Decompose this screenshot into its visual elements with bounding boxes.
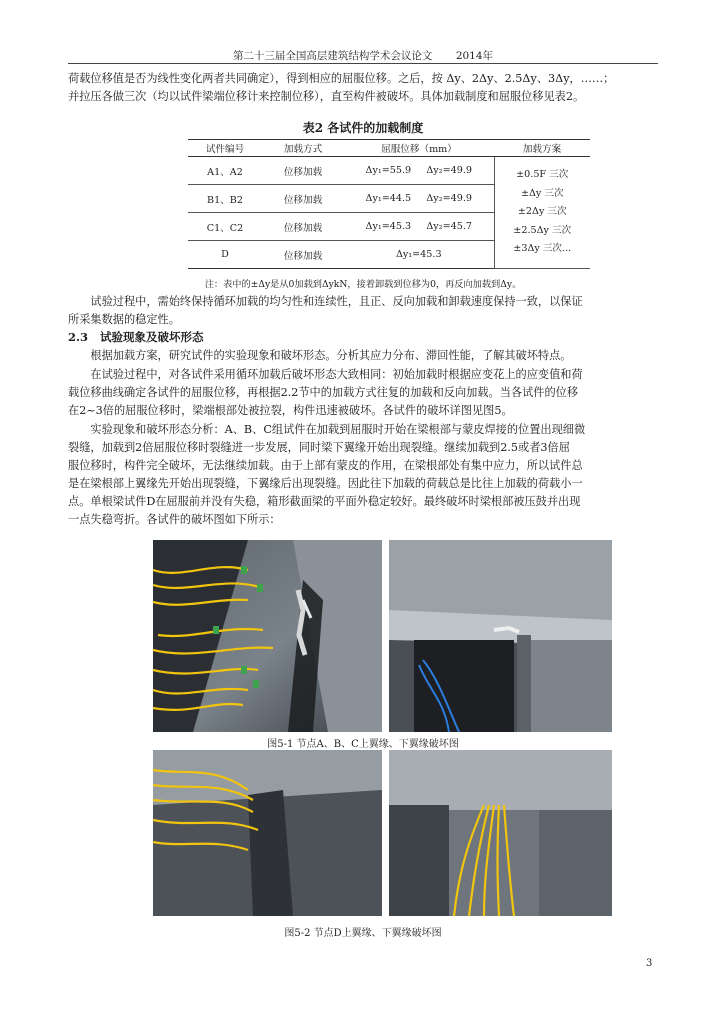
paragraph-line: 一点失稳弯折。各试件的破坏图如下所示： xyxy=(68,513,281,526)
table-header: 加载方式 xyxy=(262,140,344,157)
table-header: 屈服位移（mm） xyxy=(344,140,494,157)
table-title: 表2 各试件的加载制度 xyxy=(302,121,424,135)
running-header xyxy=(68,48,658,63)
yield-value-2: Δy₂=49.9 xyxy=(426,165,472,176)
yield-value-2: Δy₂=49.9 xyxy=(426,193,472,204)
header-rule xyxy=(68,63,658,64)
table-header: 试件编号 xyxy=(188,140,262,157)
photo-lower-flange-d xyxy=(389,750,612,916)
cell-load-method: 位移加载 xyxy=(262,241,344,269)
cell-load-method: 位移加载 xyxy=(262,157,344,185)
table-row xyxy=(188,157,590,185)
photo-upper-flange-d xyxy=(153,750,382,916)
loading-table xyxy=(188,139,590,269)
paragraph-line: 载位移曲线确定各试件的屈服位移，再根据2.2节中的加载方式往复的加载和反向加载。当各试件的位移 xyxy=(68,386,579,399)
cell-load-scheme xyxy=(494,157,590,269)
cell-load-method: 位移加载 xyxy=(262,213,344,241)
scheme-step: ±2Δy 三次 xyxy=(517,206,567,218)
header-year: 2014年 xyxy=(455,50,494,62)
scheme-step: ±0.5F 三次 xyxy=(516,169,569,181)
figure-caption: 图5-2 节点D上翼缘、下翼缘破坏图 xyxy=(284,928,442,939)
paragraph-line: 点。单根梁试件D在屈服前并没有失稳，箱形截面梁的平面外稳定较好。最终破坏时梁根部被压鼓并出现 xyxy=(68,495,581,508)
yield-value-1: Δy₁=45.3 xyxy=(365,221,412,232)
cell-yield-displacement xyxy=(344,157,494,185)
section-number: 2.3 xyxy=(68,330,89,344)
paragraph-line: 服位移时，构件完全破坏，无法继续加载。由于上部有蒙皮的作用，在梁根部处有集中应力，所以试件总 xyxy=(68,459,583,472)
paragraph-line: 所采集数据的稳定性。 xyxy=(68,313,180,326)
photo-lower-flange-abc xyxy=(389,540,612,732)
cell-specimen-id: B1、B2 xyxy=(188,185,262,213)
cell-specimen-id: C1、C2 xyxy=(188,213,262,241)
paragraph-line: 是在梁根部上翼缘先开始出现裂缝，下翼缘后出现裂缝。因此往下加载的荷载总是比往上加载的荷载小一 xyxy=(68,477,583,490)
paragraph-line: 根据加载方案，研究试件的实验现象和破坏形态。分析其应力分布、滞回性能，了解其破坏特点。 xyxy=(90,349,572,362)
paragraph-line: 荷载位移值是否为线性变化两者共同确定），得到相应的屈服位移。之后，按 Δy、2Δy、2.5Δy、3Δy，……； xyxy=(68,72,615,85)
paragraph-line: 裂缝，加载到2倍屈服位移时裂缝进一步发展，同时梁下翼缘开始出现裂缝。继续加载到2.5或者3倍屈 xyxy=(68,441,570,454)
header-conference: 第二十三届全国高层建筑结构学术会议论文 xyxy=(232,50,433,62)
cell-specimen-id: A1、A2 xyxy=(188,157,262,185)
scheme-step: ±2.5Δy 三次 xyxy=(513,224,572,236)
scheme-step: ±Δy 三次 xyxy=(520,187,564,199)
table-header: 加载方案 xyxy=(494,140,590,157)
cell-specimen-id: D xyxy=(188,241,262,269)
page-number: 3 xyxy=(646,958,653,969)
cell-yield-displacement xyxy=(344,213,494,241)
table-note: 注：表中的±Δy是从0加载到ΔykN，接着卸载到位移为0，再反向加载到Δy。 xyxy=(204,279,522,290)
yield-value-2: Δy₂=45.7 xyxy=(426,221,472,232)
section-heading xyxy=(68,329,204,345)
cell-load-method: 位移加载 xyxy=(262,185,344,213)
paragraph-line: 实验现象和破坏形态分析：A、B、C组试件在加载到屈服时开始在梁根部与蒙皮焊接的位置出现细微 xyxy=(90,423,586,436)
paragraph-line: 在2~3倍的屈服位移时，梁端根部处被拉裂，构件迅速被破坏。各试件的破坏详图见图5。 xyxy=(68,404,513,417)
paragraph-line: 并拉压各做三次（均以试件梁端位移计来控制位移），直至构件被破坏。具体加载制度和屈服位移见表2。 xyxy=(68,90,585,103)
yield-value-1: Δy₁=55.9 xyxy=(365,165,412,176)
section-title: 试验现象及破坏形态 xyxy=(100,330,204,344)
yield-value-1: Δy₁=44.5 xyxy=(365,193,412,204)
scheme-step: ±3Δy 三次... xyxy=(513,243,572,255)
paragraph-line: 试验过程中，需始终保持循环加载的均匀性和连续性，且正、反向加载和卸载速度保持一致，以保证 xyxy=(90,295,583,308)
table-header-row xyxy=(188,140,590,157)
cell-yield-displacement xyxy=(344,241,494,269)
figure-caption: 图5-1 节点A、B、C上翼缘、下翼缘破坏图 xyxy=(267,739,459,750)
paragraph-line: 在试验过程中，对各试件采用循环加载后破坏形态大致相同：初始加载时根据应变花上的应变值和荷 xyxy=(90,368,583,381)
photo-upper-flange-abc xyxy=(153,540,382,732)
cell-yield-displacement xyxy=(344,185,494,213)
yield-value-1: Δy₁=45.3 xyxy=(395,249,442,260)
